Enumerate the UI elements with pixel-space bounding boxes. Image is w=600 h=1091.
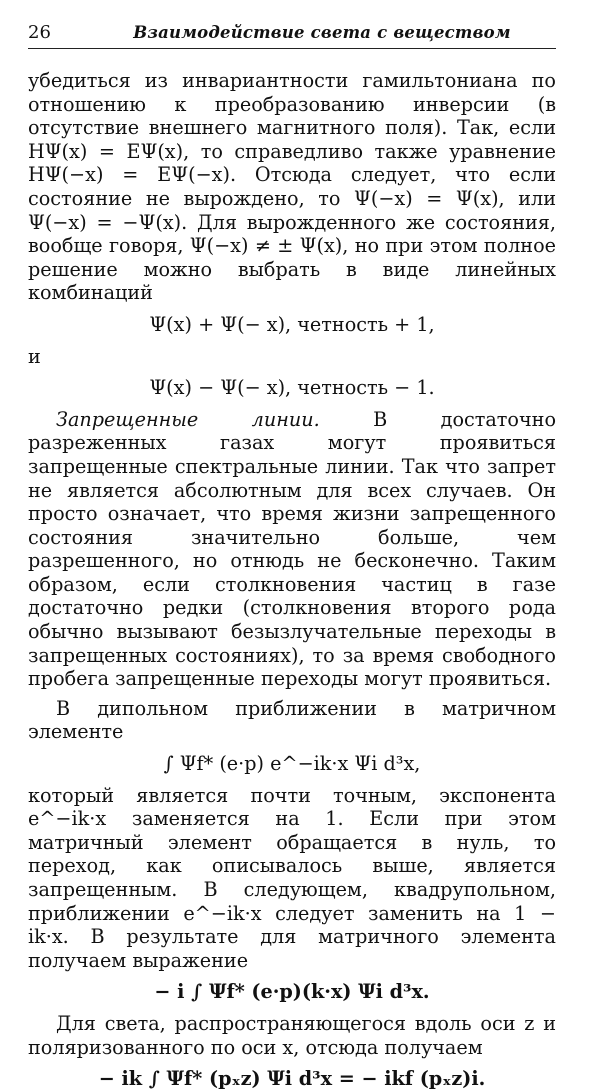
conjunction-and: и xyxy=(28,344,41,368)
paragraph-invariance: убедиться из инвариантности гамильтониана по отношению к преобразованию инверсии (в отсутствие внешнего магнитного поля). Так, если HΨ(x) = EΨ(x), то справедливо также уравнение HΨ(−x) = EΨ(−x). Отсюда следует, что если состояние не вырождено, то Ψ(−x) = Ψ(x), или Ψ(−x) = −Ψ(x). Для вырожденного же состояния, вообще говоря, Ψ(−x) ≠ ± Ψ(x), но при этом полное решение можно выбрать в виде линейных комбинаций xyxy=(28,69,556,305)
page-number: 26 xyxy=(28,22,51,43)
equation-even-combination: Ψ(x) + Ψ(− x), четность + 1, xyxy=(149,312,435,336)
paragraph-forbidden-lines xyxy=(28,408,556,691)
paragraph-polarization: Для света, распространяющегося вдоль оси z и поляризованного по оси x, отсюда получаем xyxy=(28,1011,556,1059)
paragraph-dipole: В дипольном приближении в матричном элементе xyxy=(28,696,556,744)
equation-matrix-element: ∫ Ψf* (e·p) e^−ik·x Ψi d³x, xyxy=(163,752,421,776)
equation-odd-combination: Ψ(x) − Ψ(− x), четность − 1. xyxy=(149,376,435,400)
equation-polarized-light: − ik ∫ Ψf* (pₓz) Ψi d³x = − ikf (pₓz)i. xyxy=(98,1067,486,1091)
running-title: Взаимодействие света с веществом xyxy=(133,23,511,42)
section-title-forbidden-lines: Запрещенные линии. xyxy=(56,407,320,431)
equation-quadrupole-element: − i ∫ Ψf* (e·p)(k·x) Ψi d³x. xyxy=(154,980,430,1004)
page-body xyxy=(28,69,556,1091)
paragraph-quadrupole: который является почти точным, экспонента e^−ik·x заменяется на 1. Если при этом матричный элемент обращается в нуль, то переход, как описывалось выше, является запрещенным. В следующем, квадрупольном, приближении e^−ik·x следует заменить на 1 − ik·x. В результате для матричного элемента получаем выражение xyxy=(28,783,556,972)
page-header xyxy=(28,22,556,49)
paragraph-forbidden-lines-text: В достаточно разреженных газах могут проявиться запрещенные спектральные линии. Так что запрет не является абсолютным для всех случаев. Он просто означает, что время жизни запрещенного состояния значительно больше, чем разрешенного, но отнюдь не бесконечно. Таким образом, если столкновения частиц в газе достаточно редки (столкновения второго рода обычно вызывают безызлучательные переходы в запрещенных состояниях), то за время свободного пробега запрещенные переходы могут проявиться. xyxy=(28,407,556,691)
